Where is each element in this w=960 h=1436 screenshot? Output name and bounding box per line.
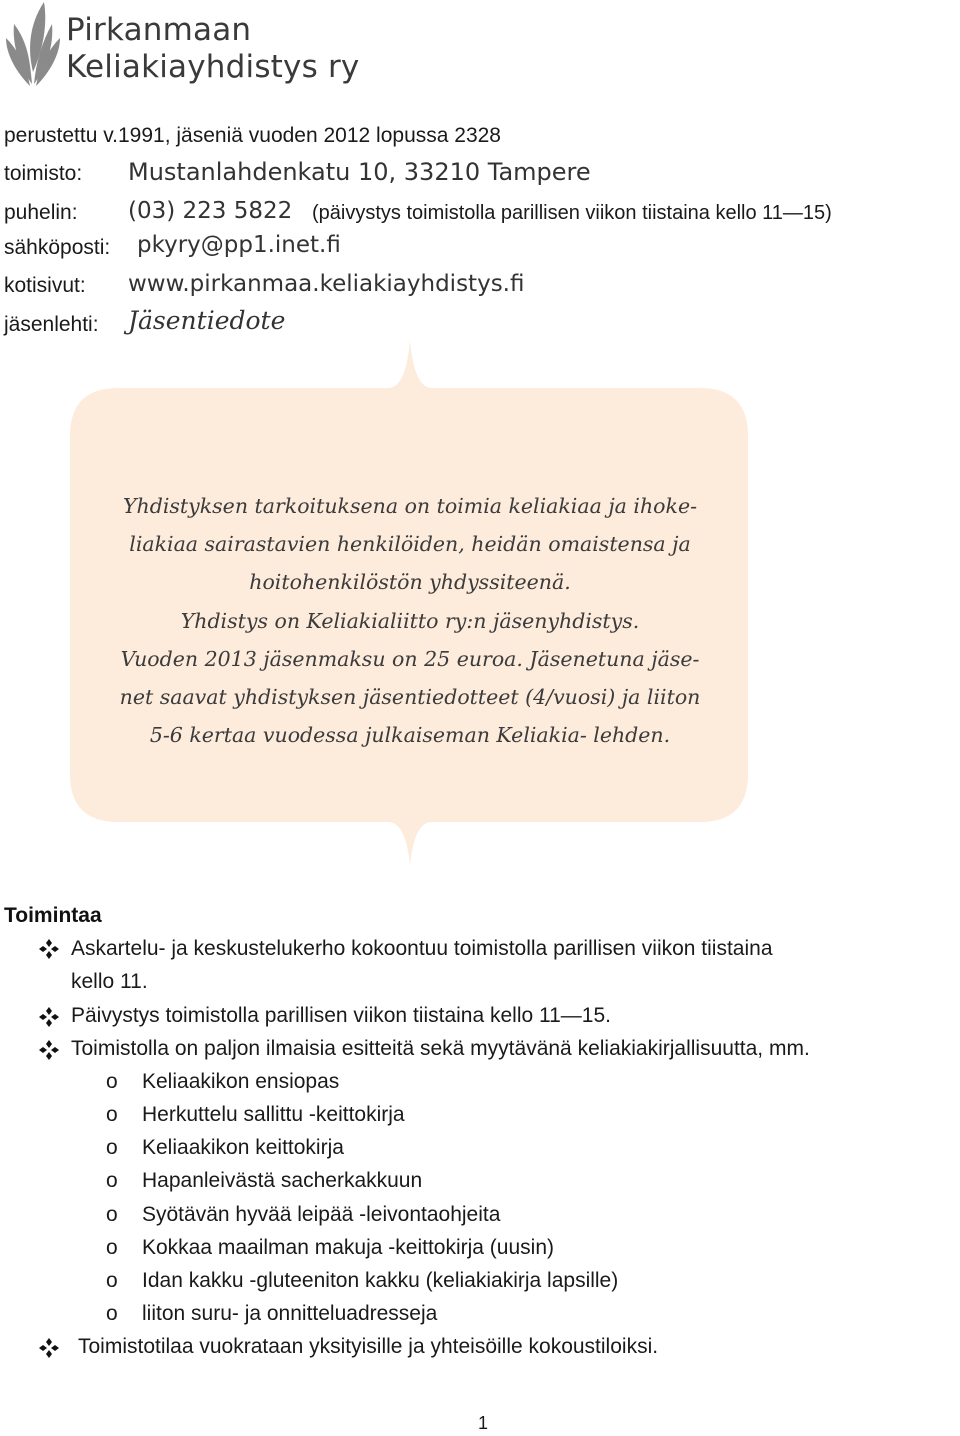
- sub-bullet: o: [106, 1103, 118, 1126]
- sub-list-item: Hapanleivästä sacherkakkuun: [142, 1169, 423, 1192]
- diamond-bullet-icon: [38, 1006, 60, 1028]
- activity-item-text: Askartelu- ja keskustelukerho kokoontuu toimistolla parillisen viikon tiistaina: [71, 937, 773, 960]
- page-number: 1: [478, 1413, 489, 1433]
- diamond-bullet-icon: [38, 938, 60, 960]
- sub-list-item: Idan kakku -gluteeniton kakku (keliakiakirja lapsille): [142, 1269, 619, 1292]
- logo-wheat-icon: [4, 2, 62, 88]
- callout-line: Yhdistys on Keliakialiitto ry:n jäsenyhdistys.: [180, 609, 640, 633]
- callout-line: Vuoden 2013 jäsenmaksu on 25 euroa. Jäsenetuna jäse-: [120, 647, 700, 671]
- sub-bullet: o: [106, 1269, 118, 1292]
- sub-bullet: o: [106, 1136, 118, 1159]
- magazine-name: Jäsentiedote: [128, 306, 286, 335]
- sub-list-item: Kokkaa maailman makuja -keittokirja (uusin): [142, 1236, 554, 1259]
- magazine-label: jäsenlehti:: [4, 313, 99, 336]
- phone-label: puhelin:: [4, 201, 78, 224]
- sub-bullet: o: [106, 1169, 118, 1192]
- website-link[interactable]: www.pirkanmaa.keliakiayhdistys.fi: [128, 271, 525, 297]
- activity-item-text: Toimistotilaa vuokrataan yksityisille ja yhteisöille kokoustiloiksi.: [78, 1335, 659, 1358]
- callout-line: Yhdistyksen tarkoituksena on toimia keliakiaa ja ihoke-: [122, 494, 698, 518]
- founded-text: perustettu v.1991, jäseniä vuoden 2012 lopussa 2328: [4, 124, 501, 147]
- callout-line: liakiaa sairastavien henkilöiden, heidän omaistensa ja: [129, 532, 691, 556]
- callout-line: hoitohenkilöstön yhdyssiteenä.: [249, 570, 571, 594]
- sub-list-item: liiton suru- ja onnitteluadresseja: [142, 1302, 438, 1325]
- diamond-bullet-icon: [38, 1337, 60, 1359]
- activity-item-text: Toimistolla on paljon ilmaisia esitteitä sekä myytävänä keliakiakirjallisuutta, mm.: [71, 1037, 810, 1060]
- activity-item-text: Päivystys toimistolla parillisen viikon tiistaina kello 11—15.: [71, 1004, 612, 1027]
- office-label: toimisto:: [4, 162, 83, 185]
- sub-list-item: Herkuttelu sallittu -keittokirja: [142, 1103, 405, 1126]
- sub-list-item: Syötävän hyvää leipää -leivontaohjeita: [142, 1203, 501, 1226]
- sub-bullet: o: [106, 1070, 118, 1093]
- phone-number: (03) 223 5822: [128, 198, 293, 224]
- logo-title-line1: Pirkanmaan: [66, 12, 252, 48]
- activities-heading: Toimintaa: [4, 904, 102, 927]
- activity-item-text-cont: kello 11.: [71, 970, 148, 993]
- callout-line: 5-6 kertaa vuodessa julkaiseman Keliakia- lehden.: [149, 723, 671, 747]
- email-address[interactable]: pkyry@pp1.inet.fi: [137, 232, 341, 258]
- logo-title-line2: Keliakiayhdistys ry: [66, 49, 360, 85]
- diamond-bullet-icon: [38, 1039, 60, 1061]
- sub-list-item: Keliaakikon ensiopas: [142, 1070, 340, 1093]
- sub-bullet: o: [106, 1302, 118, 1325]
- phone-note: (päivystys toimistolla parillisen viikon tiistaina kello 11—15): [312, 202, 832, 224]
- callout-box: [68, 340, 750, 870]
- sub-bullet: o: [106, 1203, 118, 1226]
- callout-line: net saavat yhdistyksen jäsentiedotteet (4/vuosi) ja liiton: [119, 685, 701, 709]
- sub-list-item: Keliaakikon keittokirja: [142, 1136, 344, 1159]
- web-label: kotisivut:: [4, 274, 86, 297]
- email-label: sähköposti:: [4, 236, 111, 259]
- office-address: Mustanlahdenkatu 10, 33210 Tampere: [128, 158, 591, 186]
- sub-bullet: o: [106, 1236, 118, 1259]
